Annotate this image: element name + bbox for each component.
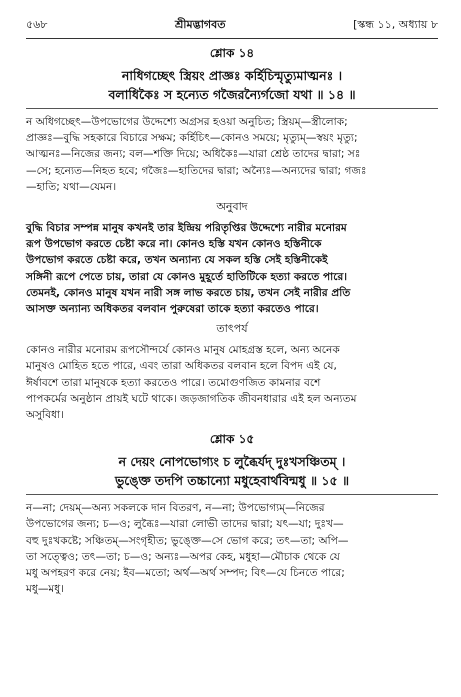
synonym-line: মধু—মধু। [26, 583, 65, 596]
sloka-15-heading: শ্লোক ১৫ [209, 432, 255, 447]
sloka-14-verse-line-1: নাধিগচ্ছেৎ স্ত্রিয়ং প্রাজ্ঞঃ কর্হিচিন্মৃত্যুমাত্মনঃ । [121, 68, 343, 83]
sloka-15-verse-line-2: ভুঙ্ক্তে তদপি তচ্চান্যো মধুহেবার্থবিন্মধু ॥ ১৫ ॥ [114, 473, 350, 489]
sloka-14-heading: শ্লোক ১৪ [209, 46, 255, 60]
purport-line: অসুবিধা। [26, 409, 64, 422]
synonym-line: আত্মনঃ—নিজের জন্য; বল—শক্তি দিয়ে; অধিকৈঃ—যারা শ্রেষ্ঠ তাদের দ্বারা; সঃ [26, 148, 361, 161]
purport-label: তাৎপর্য [216, 322, 248, 336]
section-label: [স্কন্ধ ১১, অধ্যায় ৮ [353, 18, 438, 31]
synonym-line: বহু দুঃখকষ্টে; সঞ্চিতম্—সংগৃহীত; ভুঙ্ক্তে—সে ভোগ করে; তৎ—তা; অপি— [26, 534, 349, 547]
page-number: ৫৬৮ [26, 18, 48, 31]
purport-line: কোনও নারীর মনোরম রূপসৌন্দর্যে কোনও মানুষ মোহগ্রস্ত হলে, অন্য অনেক [26, 344, 340, 357]
synonym-line: প্রাজ্ঞঃ—বুদ্ধি সহকারে বিচারে সক্ষম; কর্হিচিৎ—কোনও সময়ে; মৃত্যুম্—স্বয়ং মৃত্যু; [26, 132, 358, 145]
synonym-line: উপভোগের জন্য; চ—ও; লুব্ধৈঃ—যারা লোভী তাদের দ্বারা; যৎ—যা; দুঃখ— [26, 518, 344, 531]
translation-line: রূপ উপভোগ করতে চেষ্টা করে না। কোনও হস্তি যখন কোনও হস্তিনীকে [26, 238, 322, 251]
header-rule [26, 38, 438, 39]
sloka-15-synonyms [26, 500, 438, 597]
verse-rule [26, 108, 438, 109]
book-title: শ্রীমদ্ভাগবত [175, 18, 226, 31]
sloka-15-verse-line-1: ন দেয়ং নোপভোগ্যং চ লুব্ধৈর্যদ্ দুঃখসঞ্চিতম্ । [118, 454, 346, 470]
translation-line: বুদ্ধি বিচার সম্পন্ন মানুষ কখনই তার ইন্দ্রিয় পরিতৃপ্তির উদ্দেশ্যে নারীর মনোরম [26, 222, 347, 235]
synonym-line: —সে; হন্যেত—নিহত হবে; গজৈঃ—হাতিদের দ্বারা; অন্যৈঃ—অন্যদের দ্বারা; গজঃ [26, 164, 367, 177]
sloka-14-translation [26, 220, 438, 317]
purport-line: পাপকর্মের অনুষ্ঠান প্রায়ই ঘটে থাকে। জড়জাগতিক জীবনধারার এই হল অন্যতম [26, 392, 357, 405]
translation-line: সঙ্গিনী রূপে পেতে চায়, তারা যে কোনও মুহূর্তে হাতিটিকে হত্যা করতে পারে। [26, 270, 348, 283]
sloka-14-verse-line-2: বলাধিকৈঃ স হন্যেত গজৈরন্যৈর্গজো যথা ॥ ১৪ ॥ [108, 87, 356, 102]
verse-rule [26, 494, 438, 495]
synonym-line: তা সত্ত্বেও; তৎ—তা; চ—ও; অন্যঃ—অপর কেহ, মধুহা—মৌচাক থেকে যে [26, 550, 340, 563]
purport-line: ঈর্ষাবশে তারা মানুষকে হত্যা করতেও পারে। তমোগুণজিত কামনার বশে [26, 376, 321, 389]
translation-line: আসক্ত অন্যান্য অধিকতর বলবান পুরুষেরা তাকে হত্যা করতেও পারে। [26, 303, 319, 316]
synonym-line: ন—না; দেয়ম্—অন্য সকলকে দান বিতরণ, ন—না; উপভোগ্যম্—নিজের [26, 502, 325, 515]
translation-line: তেমনই, কোনও মানুষ যখন নারী সঙ্গ লাভ করতে চায়, তখন সেই নারীর প্রতি [26, 286, 351, 299]
page-header [26, 16, 438, 35]
synonym-line: মধু অপহরণ করে নেয়; ইব—মতো; অর্থ—অর্থ সম্পদ; বিৎ—যে চিনতে পারে; [26, 567, 345, 580]
translation-line: উপভোগ করতে চেষ্টা করে, তখন অন্যান্য যে সকল হস্তি সেই হস্তিনীকেই [26, 254, 328, 267]
synonym-line: ন অধিগচ্ছেৎ—উপভোগের উদ্দেশ্যে অগ্রসর হওয়া অনুচিত; স্ত্রিয়ম্—স্ত্রীলোক; [26, 116, 348, 128]
sloka-14-purport [26, 342, 438, 423]
purport-line: মানুষও মোহিত হতে পারে, এবং তারা অধিকতর বলবান হলে বিপদ এই যে, [26, 360, 337, 373]
sloka-14-synonyms [26, 114, 438, 195]
synonym-line: —হাতি; যথা—যেমন। [26, 180, 117, 193]
translation-label: অনুবাদ [216, 200, 248, 214]
page [26, 16, 438, 597]
